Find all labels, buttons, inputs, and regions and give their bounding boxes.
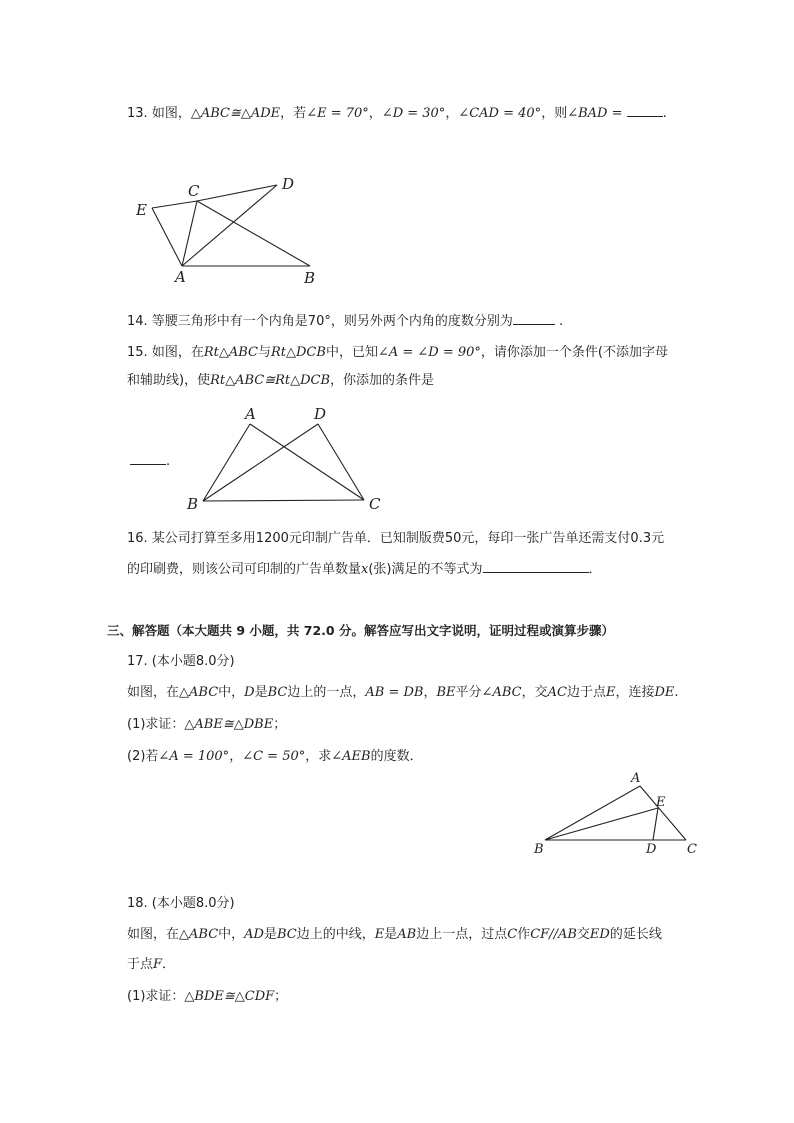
q18-math: △BDE≅△CDF	[184, 989, 275, 1004]
q15-text: 中，已知	[325, 345, 378, 360]
q17-label-e: E	[656, 795, 666, 810]
q15-text: ，你添加的条件是	[330, 373, 435, 388]
q17-segment	[653, 808, 658, 840]
q18-math: C	[507, 927, 518, 942]
q17-math: E	[605, 685, 616, 700]
q18-math: CF//AB	[530, 927, 577, 942]
q17-math: D	[244, 685, 255, 700]
q17-label-b: B	[534, 842, 544, 857]
q17-text: (2)若	[127, 749, 159, 764]
q18-math: △ABC	[179, 927, 219, 942]
q17-math: AC	[547, 685, 567, 700]
q15-angles: ∠A = ∠D = 90°	[377, 345, 481, 360]
q17-text: (1)求证：	[127, 717, 185, 732]
q15-text: ，请你添加一个条件(不添加字母	[480, 345, 668, 360]
q17-text: ，	[229, 749, 243, 764]
q13-prefix: 如图，	[151, 106, 191, 121]
q17-text: ，连接	[615, 685, 655, 700]
q16-text: 16. 某公司打算至多用1200元印制广告单．已知制版费50元，每印一张广告单还需支付0.3元	[127, 531, 665, 546]
q17-math: ∠ABC	[481, 685, 522, 700]
q13-sep: ，	[368, 106, 382, 121]
q17-label-d: D	[646, 842, 657, 857]
q18-math: ED	[589, 927, 610, 942]
q14-text: 14. 等腰三角形中有一个内角是70°，则另外两个内角的度数分别为	[127, 314, 513, 329]
q17-text: ，求	[305, 749, 332, 764]
q13-congruence: △ABC≅△ADE	[190, 106, 281, 121]
q18-text: ．	[162, 957, 176, 972]
q16-text: 的印刷费，则该公司可印制的广告单数量	[127, 562, 362, 577]
q17-text: ，交	[521, 685, 548, 700]
q13-label-a: A	[175, 268, 186, 286]
q18-text: 是	[384, 927, 398, 942]
q13-angle-bad: ∠BAD =	[567, 106, 627, 121]
q17-math: BE	[436, 685, 456, 700]
q18-text: 于点	[127, 957, 154, 972]
q13-text: ，若	[280, 106, 307, 121]
q13-label-d: D	[282, 175, 295, 193]
q13-label-e: E	[136, 201, 147, 219]
q17-segment	[545, 808, 658, 840]
q18-math: AD	[244, 927, 264, 942]
q17-text: ；	[273, 717, 287, 732]
q13-label-b: B	[304, 269, 316, 287]
q17-text: 是	[254, 685, 268, 700]
q18-text: 交	[576, 927, 590, 942]
q13-end: .	[662, 106, 667, 121]
q18-text: 边上的中线，	[296, 927, 375, 942]
q15-text: 与	[257, 345, 271, 360]
question-18-header: 18. (本小题8.0分)	[127, 896, 235, 911]
section-3-title: 三、解答题（本大题共 9 小题，共 72.0 分。解答应写出文字说明，证明过程或演算步骤）	[107, 623, 614, 638]
q17-segment	[545, 786, 640, 840]
q15-label-b: B	[187, 495, 199, 513]
q17-math: AB = DB	[365, 685, 424, 700]
q17-math: △ABE≅△DBE	[184, 717, 274, 732]
q18-text: (1)求证：	[127, 989, 185, 1004]
q17-math: △ABC	[179, 685, 219, 700]
q15-triangle-dcb: Rt△DCB	[271, 345, 326, 360]
q13-angle-d: ∠D = 30°	[381, 106, 446, 121]
q15-text: 和辅助线)，使	[127, 373, 211, 388]
q16-end: ．	[588, 562, 602, 577]
q15-number: 15.	[127, 345, 148, 360]
q18-text: 作	[517, 927, 531, 942]
q15-label-d: D	[314, 405, 327, 423]
q15-label-a: A	[245, 405, 256, 423]
q18-math: BC	[277, 927, 297, 942]
q16-text: (张)满足的不等式为	[368, 562, 483, 577]
q15-label-c: C	[369, 495, 381, 513]
q18-text: 边上一点，过点	[416, 927, 508, 942]
q13-number: 13.	[127, 106, 148, 121]
q17-text: 平分	[455, 685, 482, 700]
q13-angle-cad: ∠CAD = 40°	[458, 106, 542, 121]
q15-end: .	[166, 454, 171, 469]
q18-text: 中，	[218, 927, 245, 942]
q17-text: ，	[423, 685, 437, 700]
question-17-header: 17. (本小题8.0分)	[127, 654, 235, 669]
q18-math: AB	[397, 927, 417, 942]
q15-text: 如图，在	[151, 345, 204, 360]
q18-text: 的延长线	[609, 927, 662, 942]
q17-text: 中，	[218, 685, 245, 700]
q17-math: ∠C = 50°	[242, 749, 306, 764]
q17-math: ∠AEB	[331, 749, 371, 764]
question-18-statement	[127, 926, 662, 944]
q18-text: 如图，在	[127, 927, 180, 942]
question-18-statement-cont	[127, 956, 175, 974]
question-18-part-1	[127, 988, 287, 1006]
q14-end: .	[554, 314, 564, 329]
q17-text: 边于点	[566, 685, 606, 700]
q18-text: ；	[274, 989, 288, 1004]
q13-angle-e: ∠E = 70°	[306, 106, 369, 121]
q13-sep: ，则	[541, 106, 568, 121]
q13-label-c: C	[188, 182, 200, 200]
q17-math: BC	[267, 685, 288, 700]
q18-math: E	[374, 927, 385, 942]
q17-text: 边上的一点，	[287, 685, 366, 700]
q17-math: DE	[654, 685, 675, 700]
q17-text: 的度数．	[370, 749, 423, 764]
q15-congruence: Rt△ABC≅Rt△DCB	[210, 373, 331, 388]
q17-label-a: A	[631, 771, 641, 786]
q17-math: ∠A = 100°	[158, 749, 230, 764]
q15-triangle-abc: Rt△ABC	[203, 345, 258, 360]
q17-text: .	[674, 685, 679, 700]
q13-sep: ，	[445, 106, 459, 121]
q18-math: F	[153, 957, 163, 972]
q18-text: 是	[263, 927, 277, 942]
q16-variable: x	[361, 562, 369, 577]
q17-label-c: C	[687, 842, 697, 857]
q17-text: 如图，在	[127, 685, 180, 700]
